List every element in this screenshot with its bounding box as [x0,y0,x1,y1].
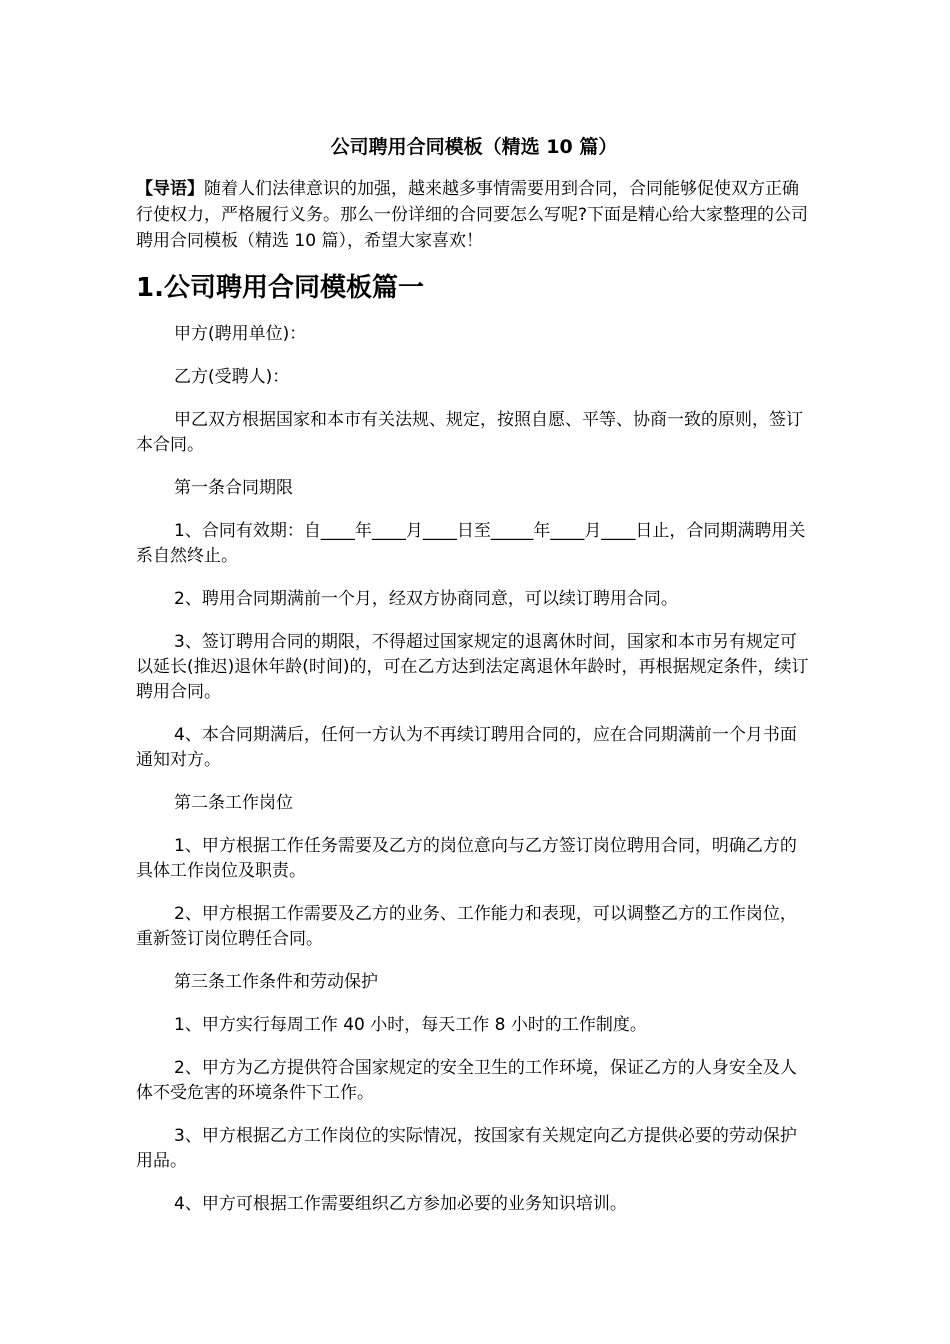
clause-paragraph: 2、甲方为乙方提供符合国家规定的安全卫生的工作环境，保证乙方的人身安全及人体不受危害的环境条件下工作。 [136,1058,797,1103]
intro-paragraph [136,176,812,254]
clause-paragraph: 2、聘用合同期满前一个月，经双方协商同意，可以续订聘用合同。 [174,589,678,609]
clause-paragraph: 3、签订聘用合同的期限，不得超过国家规定的退离休时间，国家和本市另有规定可以延长(推迟)退休年龄(时间)的，可在乙方达到法定离退休年龄时，再根据规定条件，续订聘用合同。 [136,632,809,702]
clause-paragraph: 4、甲方可根据工作需要组织乙方参加必要的业务知识培训。 [174,1194,627,1214]
article-heading: 第二条工作岗位 [174,793,293,813]
party-a-line: 甲方(聘用单位)： [174,324,307,344]
intro-lead: 【导语】 [136,179,204,199]
document-content [136,132,812,1235]
clause-paragraph: 1、合同有效期：自____年____月____日至_____年____月____日止，合同期满聘用关系自然终止。 [136,521,806,566]
clause-paragraph: 4、本合同期满后，任何一方认为不再续订聘用合同的，应在合同期满前一个月书面通知对方。 [136,725,797,770]
article-heading: 第一条合同期限 [174,478,293,498]
preamble-paragraph: 甲乙双方根据国家和本市有关法规、规定，按照自愿、平等、协商一致的原则，签订本合同。 [136,410,803,455]
clause-paragraph: 1、甲方根据工作任务需要及乙方的岗位意向与乙方签订岗位聘用合同，明确乙方的具体工作岗位及职责。 [136,836,797,881]
clause-paragraph: 2、甲方根据工作需要及乙方的业务、工作能力和表现，可以调整乙方的工作岗位，重新签订岗位聘任合同。 [136,904,797,949]
article-heading: 第三条工作条件和劳动保护 [174,972,378,992]
clause-paragraph: 1、甲方实行每周工作 40 小时，每天工作 8 小时的工作制度。 [174,1015,647,1035]
party-b-line: 乙方(受聘人)： [174,367,290,387]
document-title: 公司聘用合同模板（精选 10 篇） [330,136,618,158]
intro-text: 随着人们法律意识的加强，越来越多事情需要用到合同，合同能够促使双方正确行使权力，严格履行义务。那么一份详细的合同要怎么写呢?下面是精心给大家整理的公司聘用合同模板（精选 10 篇），希望大家喜欢！ [136,179,809,251]
section-heading: 1.公司聘用合同模板篇一 [136,273,424,303]
clause-paragraph: 3、甲方根据乙方工作岗位的实际情况，按国家有关规定向乙方提供必要的劳动保护用品。 [136,1126,797,1171]
